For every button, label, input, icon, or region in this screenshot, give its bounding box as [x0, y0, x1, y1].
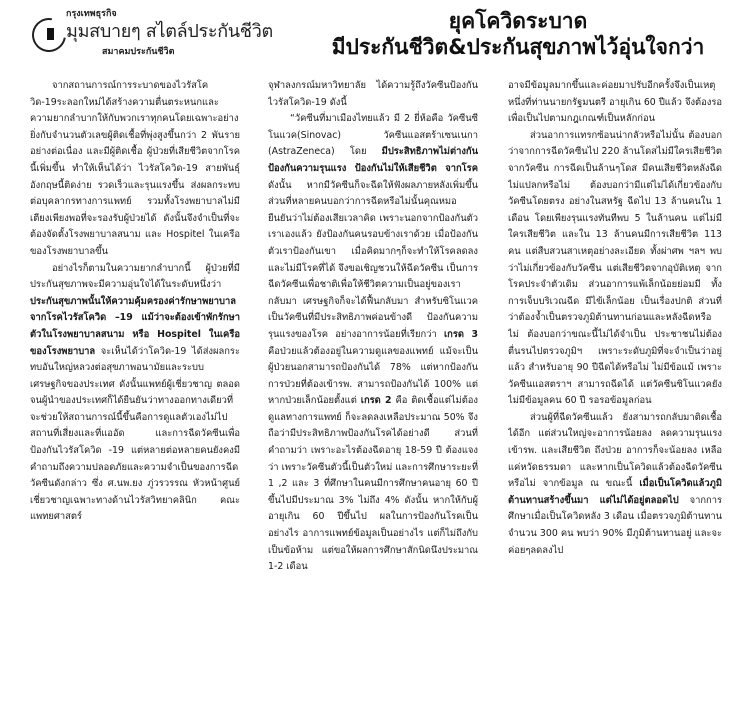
column-sub: สมาคมประกันชีวิต — [102, 47, 175, 57]
text-run: คือ ติดเชื้อแต่ไม่ต้องดูแลทางการแพทย์ ก็จะลดลงเหลือประมาณ 50% จึงถือว่ามีประสิทธิภาพป้องกันโรคได้อย่างดี ส่วนที่คำถามว่า เพราะอะไรต้องฉีดอายุ 18-59 ปี ต้องแจงว่า เพราะวัคซีนตัวนี้เป็นตัวใหม่ และการศึกษาระยะที่ 1 ,2 และ 3 ที่ศึกษาในคนมีการศึกษาคนอายุ 60 ปีขึ้นไปมีประมาณ 3% ไม่ถึง 4% ดังนั้น หากให้กับผู้อายุเกิน 60 ปีขึ้นไป ผลในการป้องกันโรคเป็นอย่างไร อาการแพทย์ข้อมูลเป็นอย่างไร แต่ก็ไม่ถึงกับเป็นข้อห้าม แต่ขอให้ผลการศึกษาสักนิดนึงประมาณ 1-2 เดือน — [268, 395, 478, 573]
bold-text-run: เมื่อเป็นโควิดแล้วภูมิต้านทานสร้างขึ้นมา แต่ไม่ได้อยู่ตลอดไป — [508, 478, 722, 506]
column-1 — [30, 78, 240, 718]
text-run: อย่างไรก็ตามในความยากลำบากนี้ ผู้ป่วยที่มีประกันสุขภาพจะมีความอุ่นใจได้ในระดับหนึ่งว่า — [30, 262, 240, 291]
text-run: ส่วนผู้ที่ฉีดวัคซีนแล้ว ยังสามารถกลับมาติดเชื้อได้อีก แต่ส่วนใหญ่จะอาการน้อยลง ลดความรุนแรงเข้ารพ. และเสียชีวิต ถึงป่วย อาการก็จะน้อยลง เหลือแค่หวัดธรรมดา และหากเป็นโควิดแล้วต้องฉีดวัคซีนหรือไม่ จากข้อมูล ณ ขณะนี้ — [508, 411, 722, 490]
paragraph: ส่วนอาการแทรกซ้อนน่ากลัวหรือไม่นั้น ต้องบอกว่าจากการฉีดวัคซีนไป 220 ล้านโดสไม่มีใครเสียชีวิตจากวัคซีน การฉีดเป็นล้านๆโดส มีคนเสียชีวิตหลังฉีดไม่แปลกหรือไม่ ต้องบอกว่ามีแต่ไม่ได้เกี่ยวข้องกับวัคซีนโดยตรง อย่างในสหรัฐ ฉีดไป 13 ล้านคนใน 1 เดือน โดยเพียงรุนแรงทันทีพบ 5 ในล้านคน แต่ไม่มีใครเสียชีวิต และใน 13 ล้านคนมีการเสียชีวิต 113 คน แต่สืบสวนสาเหตุอย่างละเอียด ทั้งผ่าศพ ฯลฯ พบว่าไม่เกี่ยวข้องกับวัคซีน แต่เสียชีวิตจากอุบัติเหตุ จากโรคประจำตัวเดิม ส่วนอาการแพ้เล็กน้อยย่อมมี ทั้งการเจ็บบริเวณฉีด มีไข้เล็กน้อย เป็นเรื่องปกติ ส่วนที่ว่าต้องจ้ำเป็นตรวจภูมิต้านทานก่อนและหลังฉีดหรือไม่ ต้องบอกว่าขณะนี้ไม่ได้จำเป็น ประชาชนไม่ต้องตื่นรนไปตรวจภูมิฯ เพราะระดับภูมิที่จะจำเป็นว่าอยู่แล้ว สำหรับอายุ 90 ปีฉีดได้หรือไม่ ไม่มีข้อแม้ เพราะวัคซีนแอสตราฯ สามารถฉีดได้ แต่วัคซีนซิโนแวคยังไม่มีข้อมูลคน 60 ปี รอรอข้อมูลก่อน — [508, 129, 722, 407]
bold-text-run: เกรด 3 — [443, 328, 478, 340]
masthead — [30, 0, 730, 70]
paragraph — [508, 410, 722, 559]
paragraph: อาจมีข้อมูลมากขึ้นและค่อยมาปรับอีกครั้งจึงเป็นเหตุหนึ่งที่ท่านนายกรัฐมนตรี อายุเกิน 60 ปีแล้ว จึงต้องรอเพื่อเป็นไปตามกฎเกณฑ์เป็นหลักก่อน — [508, 80, 722, 125]
text-run: “วัคซีนที่มาเมืองไทยแล้ว มี 2 ยี่ห้อคือ วัคซีนซีโนแวค(Sinovac) วัคซีนแอสตร้าเซนเนกา (AstraZeneca) โดย — [268, 113, 478, 158]
kicker: กรุงเทพธุรกิจ — [66, 9, 117, 19]
column-logo — [30, 6, 360, 62]
text-run: ดังนั้น หากมีวัคซีนก็จะฉีดให้ฟังผลภายหลังเพิ่มขึ้น ส่วนที่หลายคนบอกว่าการฉีดหรือไม่นั้นคุณหมอยืนยันว่าไม่ต้องเสียเวลาคิด เพราะนอกจากป้องกันตัวเราเองแล้ว ยังป้องกันคนรอบข้างเราด้วย เมื่อป้องกันตัวเราป้องกันเขา เมื่อคิดมากๆก็จะทำให้โรคลดลง และไม่มีโรคที่ได้ จึงขอเชิญชวนให้ฉีดวัคซีน เป็นการฉีดวัคซีนเพื่อชาติเพื่อให้ชีวิตความเป็นอยู่ของเรากลับมา เศรษฐกิจก็จะได้ฟื้นกลับมา สำหรับซิโนแวคเป็นวัคซีนที่มีประสิทธิภาพค่อนข้างดี ป้องกันความรุนแรงของโรค อย่างอาการน้อยที่เรียกว่า — [268, 179, 478, 340]
bold-text-run: มีประสิทธิภาพไม่ต่างกัน ป้องกันความรุนแรง ป้องกันไม่ให้เสียชีวิต จากโรค — [268, 146, 478, 174]
bold-text-run: เกรด 2 — [360, 395, 392, 407]
column-3 — [508, 78, 722, 718]
column-2 — [268, 78, 478, 718]
article-body — [30, 78, 730, 718]
text-run: จะเห็นได้ว่าโควิด-19 ได้ส่งผลกระทบอันใหญ่หลวงต่อสุขภาพอนามัยและระบบเศรษฐกิจของประเทศ ดังนั้นแพทย์ผู้เชี่ยวชาญ ตลอดจนผู้นำของประเทศก็ได้ยืนยันว่าทางออกทางเดียวที่จะช่วยให้สถานการณ์นี้ขึ้นคือการดูแลตัวเองไม่ไปสถานที่เสี่ยงและที่แออัด และการฉีดวัคซีนเพื่อป้องกันไวรัสโควิด -19 แต่หลายต่อหลายคนยังคงมีคำถามถึงความปลอดภัยและความจำเป็นของการฉีดวัคซีนดังกล่าว ซึ่ง ศ.นพ.ยง ภู่วรวรรณ หัวหน้าศูนย์เชี่ยวชาญเฉพาะทางด้านไวรัสวิทยาคลินิก คณะแพทยศาสตร์ — [30, 345, 240, 523]
paragraph — [268, 111, 478, 576]
column-name: มุมสบายๆ สไตล์ประกันชีวิต — [66, 21, 273, 42]
column-logo-bar — [47, 28, 54, 40]
text-run: คือป่วยแล้วต้องอยู่ในความดูแลของแพทย์ แม้จะเป็นผู้ป่วยนอกสามารถป้องกันได้ 78% แต่หากป้องกันการป่วยที่ต้องเข้ารพ. สามารถป้องกันได้ 100% แต่หากป่วยเล็กน้อยตั้งแต่ — [268, 345, 478, 407]
bold-text-run: ประกันสุขภาพนั้นให้ความคุ้มครองค่ารักษาพยาบาลจากโรคไวรัสโควิด –19 แม้ว่าจะต้องเข้าพักรักษาตัวในโรงพยาบาลสนาม หรือ Hospitel ในเครือของโรงพยาบาล — [30, 295, 240, 357]
paragraph: จุฬาลงกรณ์มหาวิทยาลัย ได้ความรู้ถึงวัคซีนป้องกันไวรัสโควิด-19 ดังนี้ — [268, 80, 478, 108]
headline — [318, 8, 718, 60]
paragraph — [30, 261, 240, 527]
paragraph: จากสถานการณ์การระบาดของไวรัสโควิด-19ระลอกใหม่ได้สร้างความตื่นตระหนกและความยากลำบากให้กับพวกเราทุกคนโดยเฉพาะอย่างยิ่งกับจำนวนตัวเลขผู้ติดเชื้อที่พุ่งสูงขึ้นกว่า 2 พันรายอย่างต่อเนื่อง และมีผู้ติดเชื้อ ผู้ป่วยที่เสียชีวิตจากโรคนี้เพิ่มขึ้น ทำให้เห็นได้ว่า ไวรัสโควิด-19 สายพันธุ์อังกฤษนี้ติดง่าย รวดเร็วและรุนแรงขึ้น ส่งผลกระทบต่อบุคลากรทางการแพทย์ รวมทั้งโรงพยาบาลไม่มีเตียงเพียงพอที่จะรองรับผู้ป่วยได้ ดังนั้นจึงจำเป็นที่จะต้องจัดตั้งโรงพยาบาลสนาม และ Hospitel ในเครือของโรงพยาบาลขึ้น — [30, 80, 240, 257]
headline-line-1: ยุคโควิดระบาด — [448, 9, 588, 33]
headline-line-2: มีประกันชีวิต&ประกันสุขภาพไว้อุ่นใจกว่า — [331, 35, 705, 59]
text-run: จากการศึกษาเมื่อเป็นโควิดหลัง 3 เดือน เมื่อตรวจภูมิต้านทานจำนวน 300 คน พบว่า 90% มีภูมิต้านทานอยู่ และจะค่อยๆลดลงไป — [508, 494, 722, 556]
